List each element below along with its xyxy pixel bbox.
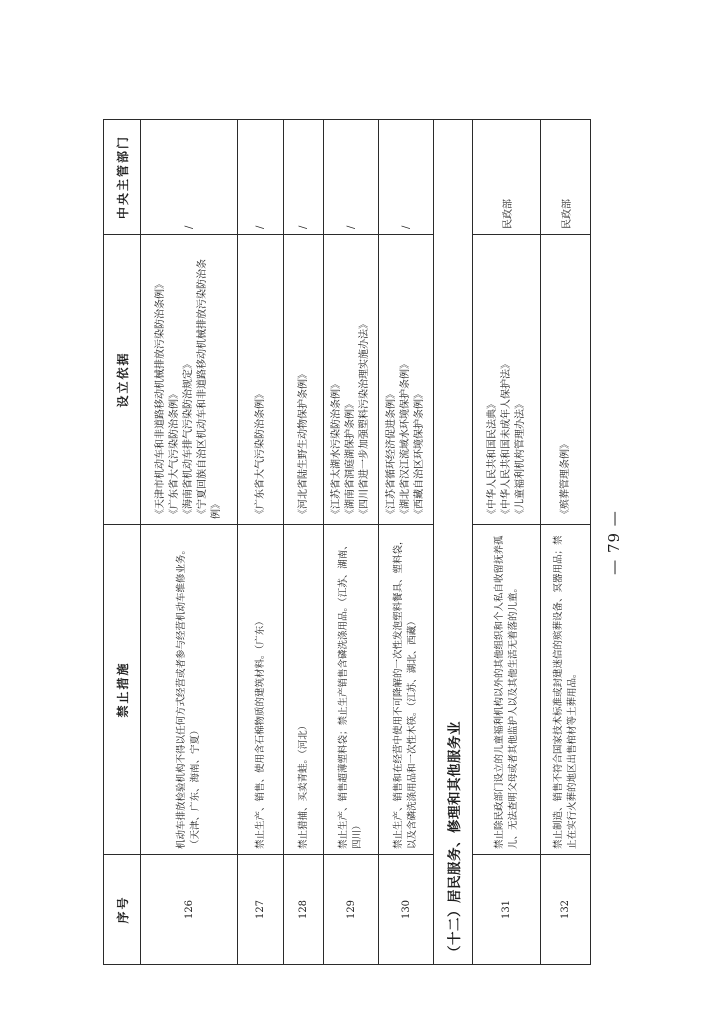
cell-seq: 129: [324, 855, 379, 965]
table-row: [379, 120, 434, 965]
cell-measure: [284, 525, 324, 855]
cell-basis: [141, 235, 238, 525]
text-line: 例》: [211, 499, 222, 519]
text-line: 《宁夏回族自治区机动车和非道路移动机械排放污染防治条: [197, 259, 208, 519]
section-row: [434, 120, 473, 965]
text-line: 《海南省机动车排气污染防治规定》: [183, 359, 194, 519]
text-line: 禁止生产、销售和在经营中使用不可降解的一次性发泡塑料餐具、塑料袋，: [393, 535, 404, 849]
text-line: 《儿童福利机构管理办法》: [514, 399, 526, 519]
text-line: 《江苏省太湖水污染防治条例》: [331, 379, 342, 519]
cell-seq: 131: [473, 855, 541, 965]
cell-seq: 128: [284, 855, 324, 965]
table-body: [104, 120, 591, 965]
cell-basis: [284, 235, 324, 525]
cell-authority: /: [238, 120, 284, 235]
table-row: [541, 120, 591, 965]
cell-authority: /: [284, 120, 324, 235]
cell-authority: /: [141, 120, 238, 235]
table-row: [141, 120, 238, 965]
cell-authority: /: [379, 120, 434, 235]
header-seq: 序号: [104, 855, 141, 965]
text-line: 禁止生产、销售、使用含石棉物质的建筑材料。（广东）: [254, 616, 266, 849]
section-heading: （十二）居民服务、修理和其他服务业: [434, 120, 473, 965]
text-line: 以及含磷洗涤用品和一次性木筷。（江苏、湖北、西藏）: [407, 616, 418, 849]
text-line: 《河北省陆生野生动物保护条例》: [297, 369, 309, 519]
header-authority: 中央主管部门: [104, 120, 141, 235]
cell-measure: [141, 525, 238, 855]
prohibition-table: [103, 119, 591, 965]
cell-basis: [473, 235, 541, 525]
cell-authority: /: [324, 120, 379, 235]
cell-basis: [324, 235, 379, 525]
header-measure: 禁止措施: [104, 525, 141, 855]
cell-authority: 民政部: [541, 120, 591, 235]
text-line: 《殡葬管理条例》: [559, 439, 571, 519]
cell-authority: 民政部: [473, 120, 541, 235]
cell-basis: [541, 235, 591, 525]
text-line: 禁止猎捕、买卖青蛙。（河北）: [297, 720, 309, 849]
text-line: 四川）: [352, 820, 363, 849]
text-line: 《中华人民共和国民法典》: [486, 399, 498, 519]
header-basis: 设立依据: [104, 235, 141, 525]
cell-basis: [379, 235, 434, 525]
text-line: 机动车排放检验机构不得以任何方式经营或者参与经营机动车维修业务。: [176, 544, 187, 849]
page-number: — 79 —: [605, 510, 623, 575]
table-row: [284, 120, 324, 965]
cell-measure: [324, 525, 379, 855]
text-line: 禁止生产、销售超薄塑料袋；禁止生产销售含磷洗涤用品。（江苏、湖南、: [338, 540, 349, 849]
rotated-sheet: [103, 120, 643, 965]
text-line: 《天津市机动车和非道路移动机械排放污染防治条例》: [155, 279, 166, 519]
cell-seq: 132: [541, 855, 591, 965]
cell-seq: 126: [141, 855, 238, 965]
text-line: （天津、广东、海南、宁夏）: [190, 725, 201, 849]
text-line: 《广东省大气污染防治条例》: [169, 389, 180, 519]
cell-basis: [238, 235, 284, 525]
text-line: 《四川省进一步加强塑料污染治理实施办法》: [359, 319, 370, 519]
text-line: 禁止制造、销售不符合国家技术标准或封建迷信的殡葬设备、冥器用品；禁: [552, 535, 564, 849]
text-line: 《西藏自治区环境保护条例》: [414, 389, 425, 519]
cell-measure: [541, 525, 591, 855]
table-row: [238, 120, 284, 965]
text-line: 禁止除民政部门设立的儿童福利机构以外的其他组织和个人私自收留抚养孤: [493, 535, 505, 849]
table-row: [473, 120, 541, 965]
table-row: [324, 120, 379, 965]
text-line: 《湖南省洞庭湖保护条例》: [345, 399, 356, 519]
header-row: [104, 120, 141, 965]
cell-measure: [238, 525, 284, 855]
text-line: 止在实行火葬的地区出售棺材等土葬用品。: [566, 668, 578, 849]
cell-seq: 127: [238, 855, 284, 965]
text-line: 儿、无法查明父母或者其他监护人以及其他生活无着落的儿童。: [507, 582, 519, 849]
cell-measure: [473, 525, 541, 855]
text-line: 《中华人民共和国未成年人保护法》: [500, 359, 512, 519]
cell-seq: 130: [379, 855, 434, 965]
text-line: 《湖北省汉江流域水环境保护条例》: [400, 359, 411, 519]
cell-measure: [379, 525, 434, 855]
text-line: 《广东省大气污染防治条例》: [254, 389, 266, 519]
text-line: 《江苏省循环经济促进条例》: [386, 389, 397, 519]
